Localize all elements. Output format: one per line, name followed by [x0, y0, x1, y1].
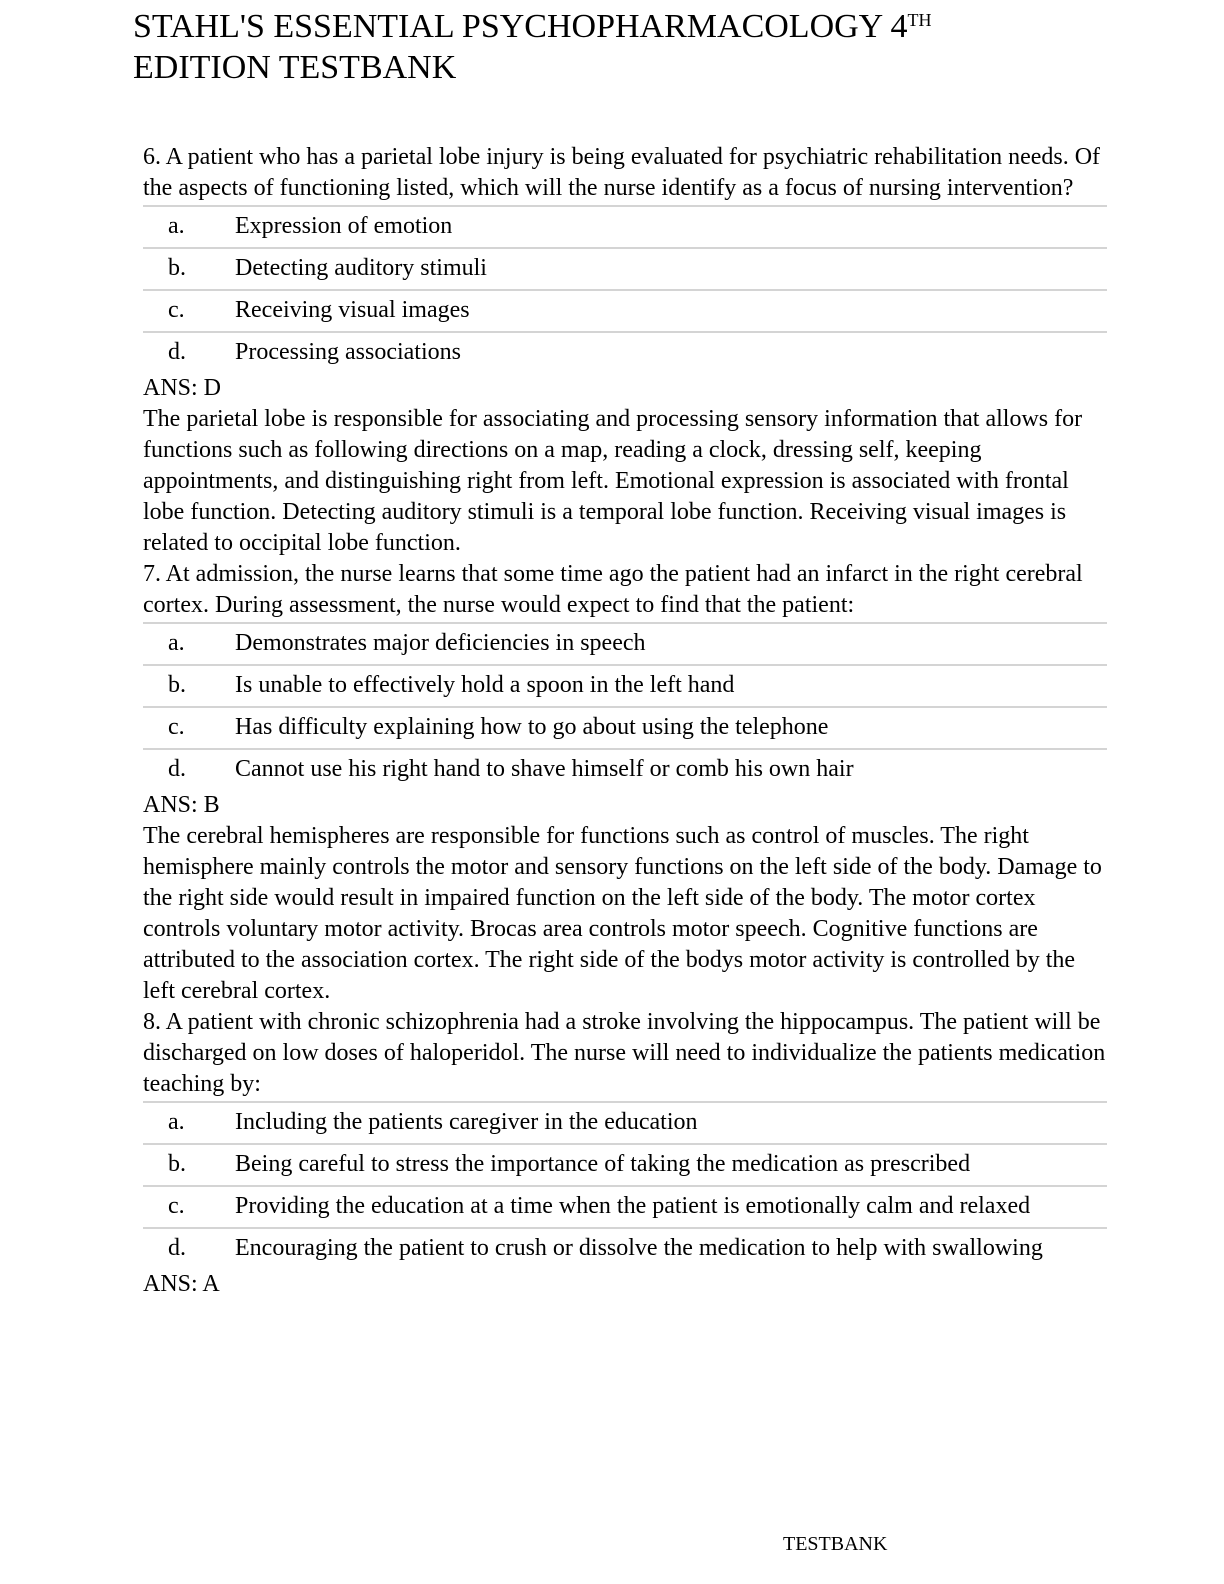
- question-stem: 8. A patient with chronic schizophrenia had a stroke involving the hippocampus. The patient will be discharged on low doses of haloperidol. The nurse will need to individualize the patients medication teaching by:: [143, 1009, 1106, 1097]
- answer-rationale: The parietal lobe is responsible for associating and processing sensory information that allows for functions such as following directions on a map, reading a clock, dressing self, keeping appointments, and distinguishing right from left. Emotional expression is associated with frontal lobe function. Detecting auditory stimuli is a temporal lobe function. Receiving visual images is related to occipital lobe function.: [143, 406, 1083, 556]
- question-6: [143, 142, 1107, 559]
- choice-row: [143, 247, 1107, 289]
- choice-letter: b.: [168, 672, 186, 698]
- choice-row: [143, 205, 1107, 247]
- choice-text: Receiving visual images: [235, 297, 470, 323]
- title-main: STAHL'S ESSENTIAL PSYCHOPHARMACOLOGY 4: [133, 8, 908, 45]
- choice-row: [143, 1185, 1107, 1227]
- choice-row: [143, 706, 1107, 748]
- answer-key: ANS: A: [143, 1271, 220, 1297]
- choice-text: Demonstrates major deficiencies in speech: [235, 630, 646, 656]
- choice-row: [143, 1101, 1107, 1143]
- choice-text: Has difficulty explaining how to go about using the telephone: [235, 714, 829, 740]
- choice-text: Processing associations: [235, 339, 461, 365]
- choice-row: [143, 622, 1107, 664]
- choice-letter: c.: [168, 714, 185, 740]
- answer-choices: [143, 1101, 1107, 1269]
- choice-text: Providing the education at a time when the patient is emotionally calm and relaxed: [235, 1193, 1031, 1219]
- choice-row: [143, 1227, 1107, 1269]
- choice-row: [143, 664, 1107, 706]
- question-list: [143, 142, 1107, 1300]
- choice-text: Encouraging the patient to crush or dissolve the medication to help with swallowing: [235, 1235, 1043, 1261]
- answer-key: ANS: B: [143, 792, 220, 818]
- choice-row: [143, 748, 1107, 790]
- question-stem: 7. At admission, the nurse learns that some time ago the patient had an infarct in the right cerebral cortex. During assessment, the nurse would expect to find that the patient:: [143, 561, 1083, 618]
- choice-letter: d.: [168, 1235, 186, 1261]
- question-stem: 6. A patient who has a parietal lobe injury is being evaluated for psychiatric rehabilitation needs. Of the aspects of functioning listed, which will the nurse identify as a focus of nursing intervention?: [143, 144, 1101, 201]
- page-footer: TESTBANK: [783, 1533, 888, 1555]
- answer-choices: [143, 205, 1107, 373]
- choice-letter: b.: [168, 1151, 186, 1177]
- choice-text: Being careful to stress the importance of taking the medication as prescribed: [235, 1151, 971, 1177]
- choice-row: [143, 289, 1107, 331]
- answer-rationale: The cerebral hemispheres are responsible for functions such as control of muscles. The right hemisphere mainly controls the motor and sensory functions on the left side of the body. Damage to the right side would result in impaired function on the left side of the body. The motor cortex controls voluntary motor activity. Brocas area controls motor speech. Cognitive functions are attributed to the association cortex. The right side of the bodys motor activity is controlled by the left cerebral cortex.: [143, 823, 1102, 1004]
- title-line-1: [133, 6, 1133, 47]
- choice-letter: a.: [168, 213, 185, 239]
- choice-letter: a.: [168, 1109, 185, 1135]
- question-8: [143, 1007, 1107, 1300]
- choice-letter: a.: [168, 630, 185, 656]
- question-7: [143, 559, 1107, 1007]
- choice-text: Cannot use his right hand to shave himself or comb his own hair: [235, 756, 854, 782]
- choice-text: Expression of emotion: [235, 213, 453, 239]
- choice-text: Detecting auditory stimuli: [235, 255, 487, 281]
- choice-row: [143, 1143, 1107, 1185]
- choice-letter: c.: [168, 297, 185, 323]
- title-line-2: EDITION TESTBANK: [133, 49, 457, 86]
- choice-letter: d.: [168, 339, 186, 365]
- choice-letter: c.: [168, 1193, 185, 1219]
- document-title: [133, 6, 1133, 88]
- choice-letter: d.: [168, 756, 186, 782]
- answer-choices: [143, 622, 1107, 790]
- answer-key: ANS: D: [143, 375, 222, 401]
- choice-text: Is unable to effectively hold a spoon in the left hand: [235, 672, 735, 698]
- choice-row: [143, 331, 1107, 373]
- choice-letter: b.: [168, 255, 186, 281]
- title-superscript: TH: [907, 10, 932, 30]
- choice-text: Including the patients caregiver in the education: [235, 1109, 698, 1135]
